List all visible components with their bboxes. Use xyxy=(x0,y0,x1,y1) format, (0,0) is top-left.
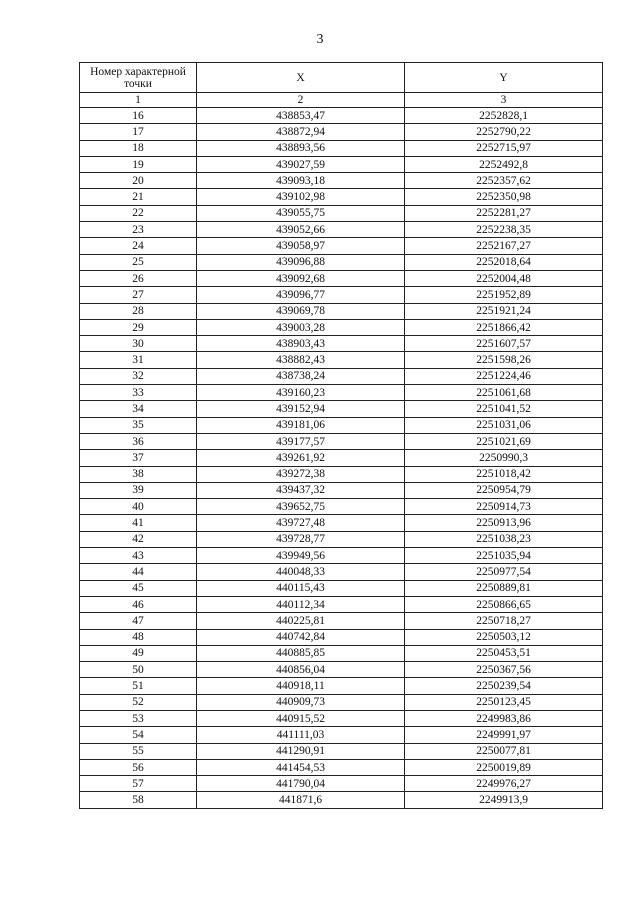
y-coordinate-cell: 2250123,45 xyxy=(405,694,603,710)
x-coordinate-cell: 439052,66 xyxy=(197,222,405,238)
point-number-cell: 51 xyxy=(80,678,197,694)
table-header xyxy=(80,63,603,108)
table-row xyxy=(80,759,603,775)
y-coordinate-cell: 2251041,52 xyxy=(405,401,603,417)
table-row xyxy=(80,254,603,270)
table-row xyxy=(80,385,603,401)
table-row xyxy=(80,319,603,335)
table-body xyxy=(80,108,603,809)
y-coordinate-cell: 2252018,64 xyxy=(405,254,603,270)
y-coordinate-cell: 2251224,46 xyxy=(405,368,603,384)
point-number-cell: 26 xyxy=(80,270,197,286)
point-number-cell: 34 xyxy=(80,401,197,417)
point-number-cell: 24 xyxy=(80,238,197,254)
table-row xyxy=(80,401,603,417)
y-coordinate-cell: 2252281,27 xyxy=(405,205,603,221)
header-point-number: Номер характерной точки xyxy=(80,63,197,93)
table-row xyxy=(80,499,603,515)
x-coordinate-cell: 440225,81 xyxy=(197,613,405,629)
point-number-cell: 33 xyxy=(80,385,197,401)
y-coordinate-cell: 2250913,96 xyxy=(405,515,603,531)
x-coordinate-cell: 438893,56 xyxy=(197,140,405,156)
x-coordinate-cell: 439096,88 xyxy=(197,254,405,270)
y-coordinate-cell: 2250977,54 xyxy=(405,564,603,580)
point-number-cell: 23 xyxy=(80,222,197,238)
point-number-cell: 52 xyxy=(80,694,197,710)
x-coordinate-cell: 438872,94 xyxy=(197,124,405,140)
x-coordinate-cell: 439069,78 xyxy=(197,303,405,319)
column-number-row xyxy=(80,93,603,108)
y-coordinate-cell: 2252004,48 xyxy=(405,270,603,286)
point-number-cell: 48 xyxy=(80,629,197,645)
table-row xyxy=(80,433,603,449)
x-coordinate-cell: 440048,33 xyxy=(197,564,405,580)
point-number-cell: 21 xyxy=(80,189,197,205)
y-coordinate-cell: 2249991,97 xyxy=(405,727,603,743)
y-coordinate-cell: 2252350,98 xyxy=(405,189,603,205)
x-coordinate-cell: 441290,91 xyxy=(197,743,405,759)
y-coordinate-cell: 2252238,35 xyxy=(405,222,603,238)
table-row xyxy=(80,629,603,645)
x-coordinate-cell: 438882,43 xyxy=(197,352,405,368)
point-number-cell: 36 xyxy=(80,433,197,449)
point-number-cell: 50 xyxy=(80,662,197,678)
table-row xyxy=(80,531,603,547)
column-number-3: 3 xyxy=(405,93,603,108)
point-number-cell: 37 xyxy=(80,450,197,466)
table-row xyxy=(80,662,603,678)
y-coordinate-cell: 2252492,8 xyxy=(405,156,603,172)
header-row xyxy=(80,63,603,93)
y-coordinate-cell: 2251035,94 xyxy=(405,548,603,564)
table-row xyxy=(80,238,603,254)
table-row xyxy=(80,173,603,189)
y-coordinate-cell: 2249983,86 xyxy=(405,710,603,726)
point-number-cell: 35 xyxy=(80,417,197,433)
x-coordinate-cell: 439055,75 xyxy=(197,205,405,221)
x-coordinate-cell: 438903,43 xyxy=(197,336,405,352)
table-row xyxy=(80,596,603,612)
point-number-cell: 49 xyxy=(80,645,197,661)
y-coordinate-cell: 2251866,42 xyxy=(405,319,603,335)
point-number-cell: 40 xyxy=(80,499,197,515)
y-coordinate-cell: 2250718,27 xyxy=(405,613,603,629)
point-number-cell: 30 xyxy=(80,336,197,352)
point-number-cell: 54 xyxy=(80,727,197,743)
x-coordinate-cell: 441111,03 xyxy=(197,727,405,743)
y-coordinate-cell: 2250077,81 xyxy=(405,743,603,759)
y-coordinate-cell: 2252357,62 xyxy=(405,173,603,189)
table-row xyxy=(80,156,603,172)
table-row xyxy=(80,580,603,596)
point-number-cell: 55 xyxy=(80,743,197,759)
y-coordinate-cell: 2250453,51 xyxy=(405,645,603,661)
x-coordinate-cell: 439092,68 xyxy=(197,270,405,286)
x-coordinate-cell: 440742,84 xyxy=(197,629,405,645)
table-row xyxy=(80,792,603,808)
y-coordinate-cell: 2251952,89 xyxy=(405,287,603,303)
point-number-cell: 22 xyxy=(80,205,197,221)
point-number-cell: 39 xyxy=(80,482,197,498)
y-coordinate-cell: 2250914,73 xyxy=(405,499,603,515)
x-coordinate-cell: 439272,38 xyxy=(197,466,405,482)
x-coordinate-cell: 441454,53 xyxy=(197,759,405,775)
x-coordinate-cell: 439058,97 xyxy=(197,238,405,254)
x-coordinate-cell: 439096,77 xyxy=(197,287,405,303)
table-row xyxy=(80,368,603,384)
y-coordinate-cell: 2250503,12 xyxy=(405,629,603,645)
x-coordinate-cell: 439728,77 xyxy=(197,531,405,547)
y-coordinate-cell: 2250019,89 xyxy=(405,759,603,775)
point-number-cell: 41 xyxy=(80,515,197,531)
table-row xyxy=(80,776,603,792)
point-number-cell: 42 xyxy=(80,531,197,547)
table-row xyxy=(80,564,603,580)
table-row xyxy=(80,645,603,661)
table-row xyxy=(80,727,603,743)
x-coordinate-cell: 440909,73 xyxy=(197,694,405,710)
column-number-1: 1 xyxy=(80,93,197,108)
point-number-cell: 38 xyxy=(80,466,197,482)
x-coordinate-cell: 440885,85 xyxy=(197,645,405,661)
table-row xyxy=(80,205,603,221)
y-coordinate-cell: 2250239,54 xyxy=(405,678,603,694)
table-row xyxy=(80,417,603,433)
table-row xyxy=(80,108,603,124)
point-number-cell: 46 xyxy=(80,596,197,612)
table-row xyxy=(80,352,603,368)
x-coordinate-cell: 439160,23 xyxy=(197,385,405,401)
point-number-cell: 45 xyxy=(80,580,197,596)
point-number-cell: 18 xyxy=(80,140,197,156)
x-coordinate-cell: 439949,56 xyxy=(197,548,405,564)
table-row xyxy=(80,482,603,498)
x-coordinate-cell: 440112,34 xyxy=(197,596,405,612)
column-number-2: 2 xyxy=(197,93,405,108)
table-row xyxy=(80,548,603,564)
y-coordinate-cell: 2250990,3 xyxy=(405,450,603,466)
point-number-cell: 57 xyxy=(80,776,197,792)
y-coordinate-cell: 2252790,22 xyxy=(405,124,603,140)
x-coordinate-cell: 439027,59 xyxy=(197,156,405,172)
coordinates-table xyxy=(79,62,603,809)
header-x: X xyxy=(197,63,405,93)
point-number-cell: 28 xyxy=(80,303,197,319)
x-coordinate-cell: 438853,47 xyxy=(197,108,405,124)
y-coordinate-cell: 2250866,65 xyxy=(405,596,603,612)
point-number-cell: 44 xyxy=(80,564,197,580)
point-number-cell: 32 xyxy=(80,368,197,384)
y-coordinate-cell: 2251031,06 xyxy=(405,417,603,433)
point-number-cell: 29 xyxy=(80,319,197,335)
point-number-cell: 16 xyxy=(80,108,197,124)
point-number-cell: 20 xyxy=(80,173,197,189)
point-number-cell: 43 xyxy=(80,548,197,564)
y-coordinate-cell: 2252167,27 xyxy=(405,238,603,254)
table-row xyxy=(80,222,603,238)
x-coordinate-cell: 440115,43 xyxy=(197,580,405,596)
point-number-cell: 31 xyxy=(80,352,197,368)
table-row xyxy=(80,189,603,205)
y-coordinate-cell: 2251061,68 xyxy=(405,385,603,401)
y-coordinate-cell: 2250954,79 xyxy=(405,482,603,498)
table-row xyxy=(80,450,603,466)
y-coordinate-cell: 2249976,27 xyxy=(405,776,603,792)
x-coordinate-cell: 440918,11 xyxy=(197,678,405,694)
x-coordinate-cell: 441790,04 xyxy=(197,776,405,792)
header-y: Y xyxy=(405,63,603,93)
table-row xyxy=(80,303,603,319)
table-row xyxy=(80,140,603,156)
x-coordinate-cell: 439152,94 xyxy=(197,401,405,417)
x-coordinate-cell: 439261,92 xyxy=(197,450,405,466)
point-number-cell: 25 xyxy=(80,254,197,270)
table-row xyxy=(80,336,603,352)
y-coordinate-cell: 2251038,23 xyxy=(405,531,603,547)
x-coordinate-cell: 439003,28 xyxy=(197,319,405,335)
x-coordinate-cell: 439652,75 xyxy=(197,499,405,515)
point-number-cell: 53 xyxy=(80,710,197,726)
y-coordinate-cell: 2252828,1 xyxy=(405,108,603,124)
page-number: 3 xyxy=(316,32,324,47)
table-row xyxy=(80,743,603,759)
x-coordinate-cell: 439437,32 xyxy=(197,482,405,498)
x-coordinate-cell: 440915,52 xyxy=(197,710,405,726)
table-row xyxy=(80,694,603,710)
x-coordinate-cell: 439177,57 xyxy=(197,433,405,449)
y-coordinate-cell: 2250367,56 xyxy=(405,662,603,678)
point-number-cell: 47 xyxy=(80,613,197,629)
y-coordinate-cell: 2250889,81 xyxy=(405,580,603,596)
y-coordinate-cell: 2251018,42 xyxy=(405,466,603,482)
y-coordinate-cell: 2252715,97 xyxy=(405,140,603,156)
point-number-cell: 56 xyxy=(80,759,197,775)
table-row xyxy=(80,270,603,286)
x-coordinate-cell: 438738,24 xyxy=(197,368,405,384)
x-coordinate-cell: 439093,18 xyxy=(197,173,405,189)
table-row xyxy=(80,287,603,303)
y-coordinate-cell: 2251021,69 xyxy=(405,433,603,449)
y-coordinate-cell: 2251921,24 xyxy=(405,303,603,319)
table-row xyxy=(80,466,603,482)
x-coordinate-cell: 439181,06 xyxy=(197,417,405,433)
point-number-cell: 19 xyxy=(80,156,197,172)
x-coordinate-cell: 440856,04 xyxy=(197,662,405,678)
table-row xyxy=(80,710,603,726)
table-row xyxy=(80,515,603,531)
point-number-cell: 17 xyxy=(80,124,197,140)
point-number-cell: 27 xyxy=(80,287,197,303)
table-row xyxy=(80,124,603,140)
y-coordinate-cell: 2249913,9 xyxy=(405,792,603,808)
x-coordinate-cell: 439727,48 xyxy=(197,515,405,531)
point-number-cell: 58 xyxy=(80,792,197,808)
y-coordinate-cell: 2251598,26 xyxy=(405,352,603,368)
table-row xyxy=(80,613,603,629)
x-coordinate-cell: 439102,98 xyxy=(197,189,405,205)
y-coordinate-cell: 2251607,57 xyxy=(405,336,603,352)
x-coordinate-cell: 441871,6 xyxy=(197,792,405,808)
table-row xyxy=(80,678,603,694)
